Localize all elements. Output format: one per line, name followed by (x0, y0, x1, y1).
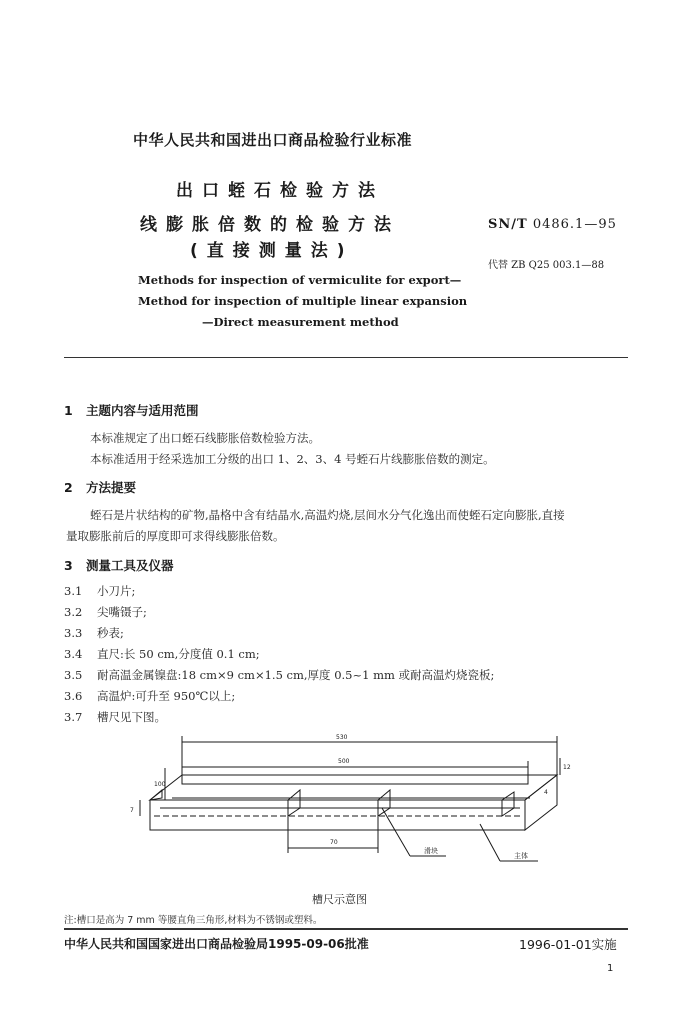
item-number: 3.2 (64, 605, 83, 619)
header-divider (64, 357, 628, 358)
industry-standard-title: 中华人民共和国进出口商品检验行业标准 (133, 131, 413, 149)
figure-caption: 槽尺示意图 (312, 893, 367, 906)
list-item (64, 604, 147, 620)
item-text: 直尺:长 50 cm,分度值 0.1 cm; (97, 647, 260, 661)
section-heading-3 (64, 556, 174, 574)
section-number: 1 (64, 403, 73, 418)
effective-date: 1996-01-01实施 (519, 937, 617, 952)
leader-line-slider (382, 808, 410, 856)
page-number: 1 (607, 963, 614, 974)
dim-label-small: 7 (130, 807, 134, 814)
slider-block-left (288, 790, 300, 816)
item-number: 3.6 (64, 689, 83, 703)
item-number: 3.3 (64, 626, 83, 640)
item-text: 尖嘴镊子; (97, 605, 147, 619)
issued-date: 中华人民共和国国家进出口商品检验局1995-09-06批准 (64, 937, 369, 951)
end-block-right (502, 792, 514, 816)
section2-line2: 量取膨胀前后的厚度即可求得线膨胀倍数。 (66, 529, 285, 543)
standard-code-prefix: SN/T (488, 217, 528, 232)
dim-label-small: 4 (544, 789, 548, 796)
section-title: 方法提要 (86, 480, 137, 495)
document-title-line3: (直接测量法) (190, 241, 354, 261)
section-title: 测量工具及仪器 (86, 558, 174, 573)
dim-label-total: 530 (336, 734, 348, 741)
list-item (64, 667, 494, 683)
document-title-line1: 出口蛭石检验方法 (176, 181, 384, 201)
replaces-standard: 代替 ZB Q25 003.1—88 (488, 260, 605, 271)
ruler-front-face (150, 800, 525, 830)
label-body: 主体 (514, 852, 528, 860)
standard-code-number: 0486.1—95 (532, 217, 617, 232)
section-heading-1 (64, 401, 199, 419)
ruler-back-rail (182, 775, 528, 784)
item-number: 3.1 (64, 584, 83, 598)
section-title: 主题内容与适用范围 (86, 403, 199, 418)
list-item (64, 583, 135, 599)
dim-label-inner: 500 (338, 758, 350, 765)
label-slider: 滑块 (424, 847, 438, 855)
list-item (64, 625, 124, 641)
section1-paragraph1: 本标准规定了出口蛭石线膨胀倍数检验方法。 (90, 431, 320, 445)
item-number: 3.7 (64, 710, 83, 724)
dim-label-left: 100 (154, 781, 166, 788)
section-number: 3 (64, 558, 73, 573)
english-title-line3: —Direct measurement method (202, 315, 399, 329)
english-title-line2: Method for inspection of multiple linear expansion (138, 294, 468, 308)
ruler-side-face (525, 775, 557, 830)
document-title-line2: 线膨胀倍数的检验方法 (140, 215, 400, 235)
footer-divider (64, 928, 628, 930)
end-block-left (150, 790, 162, 800)
figure-note: 注:槽口是高为 7 mm 等腰直角三角形,材料为不锈钢或塑料。 (64, 915, 323, 926)
section2-line1: 蛭石是片状结构的矿物,晶格中含有结晶水,高温灼烧,层间水分气化逸出而使蛭石定向膨胀,直接 (90, 508, 565, 522)
standard-code (488, 217, 617, 232)
list-item (64, 688, 235, 704)
item-text: 秒表; (97, 626, 124, 640)
section-heading-2 (64, 478, 136, 496)
list-item (64, 709, 166, 725)
item-number: 3.5 (64, 668, 83, 682)
dim-label-slider: 70 (330, 839, 338, 846)
item-text: 耐高温金属镍盘:18 cm×9 cm×1.5 cm,厚度 0.5~1 mm 或耐高温灼烧瓷板; (97, 668, 495, 682)
english-title-line1: Methods for inspection of vermiculite for export— (138, 273, 462, 287)
ruler-top-face (150, 775, 557, 800)
item-text: 高温炉:可升至 950℃以上; (97, 689, 236, 703)
section-number: 2 (64, 480, 73, 495)
item-number: 3.4 (64, 647, 83, 661)
list-item (64, 646, 260, 662)
item-text: 小刀片; (97, 584, 136, 598)
section1-paragraph2: 本标准适用于经采选加工分级的出口 1、2、3、4 号蛭石片线膨胀倍数的测定。 (90, 452, 495, 466)
dim-label-height: 12 (563, 764, 571, 771)
item-text: 槽尺见下图。 (97, 710, 166, 724)
groove-ruler-diagram (110, 728, 590, 888)
